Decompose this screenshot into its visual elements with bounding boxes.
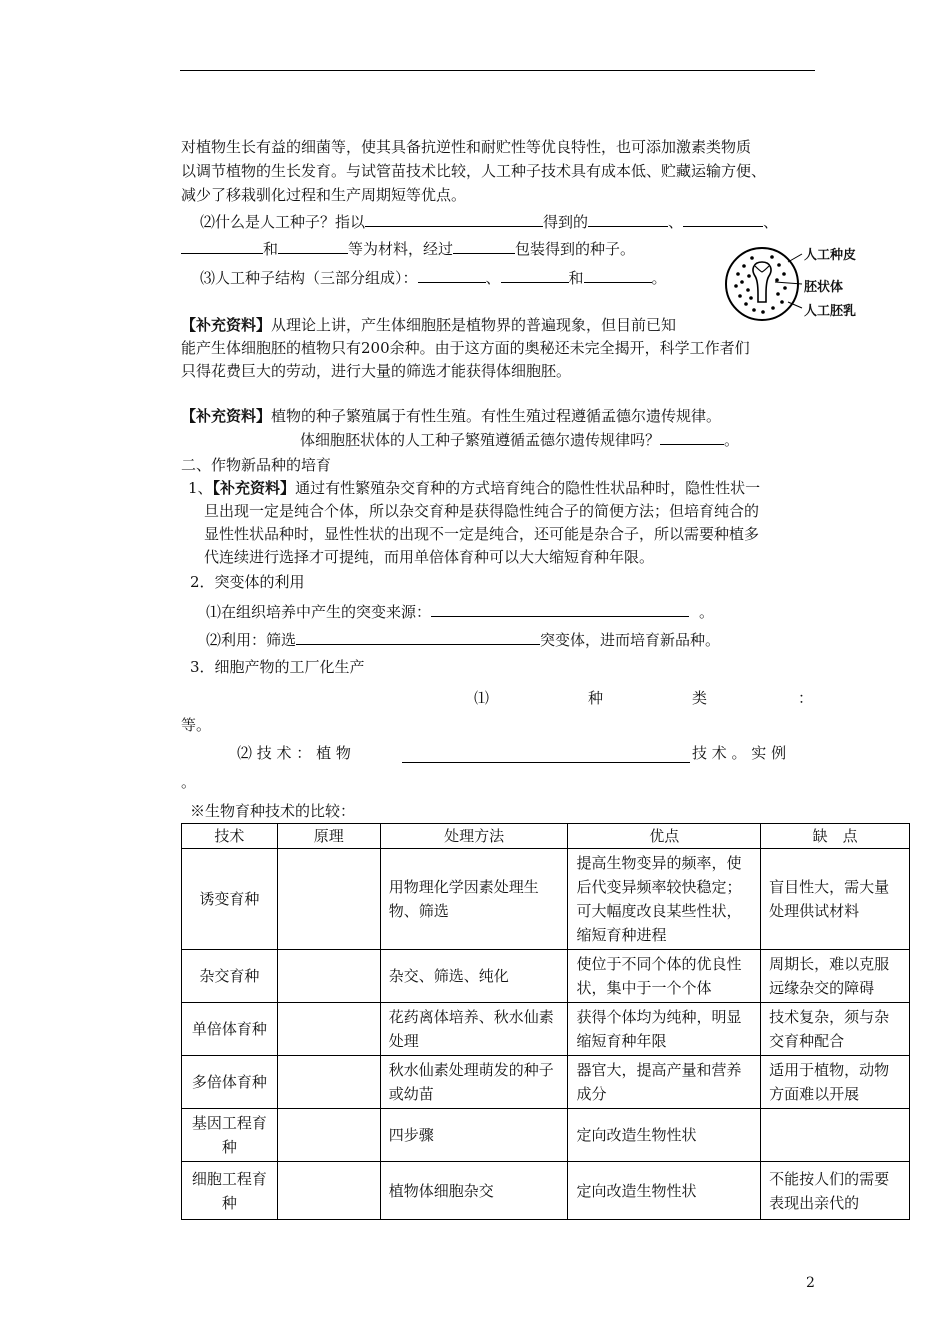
q2-blank-6[interactable] <box>453 237 515 254</box>
question-2-line2 <box>181 237 635 260</box>
item1-text: 通过有性繁殖杂交育种的方式培育纯合的隐性性状品种时，隐性性状一 <box>295 479 761 497</box>
item2-q2-end: 突变体，进而培育新品种。 <box>540 631 721 649</box>
item3-q2-blank[interactable] <box>402 746 690 763</box>
section-2-item1-line1 <box>188 477 760 499</box>
cell-principle <box>277 1162 380 1220</box>
cell-method: 四步骤 <box>380 1109 568 1162</box>
item1-tag: 【补充资料】 <box>212 479 296 497</box>
question-2-line1 <box>200 210 778 233</box>
item3-q1-a: ⑴ <box>474 689 490 707</box>
cell-principle <box>277 1109 380 1162</box>
q2-blank-2[interactable] <box>588 210 668 227</box>
q2-text-b: 得到的 <box>543 213 589 231</box>
header-pros: 优点 <box>568 824 761 849</box>
q3-blank-1[interactable] <box>418 266 486 283</box>
cell-cons: 适用于植物，动物方面难以开展 <box>761 1056 910 1109</box>
item3-q2-b: 技 术 。 实 例 <box>692 744 787 762</box>
item2-q1-text: ⑴在组织培养中产生的突变来源： <box>206 603 432 621</box>
table-title: ※生物育种技术的比较： <box>190 802 356 820</box>
header-technique: 技术 <box>182 824 278 849</box>
item2-q2-text: ⑵利用：筛选 <box>206 631 297 649</box>
cell-technique: 诱变育种 <box>182 849 278 950</box>
table-row <box>182 849 910 950</box>
section-2-item1-line2: 旦出现一定是纯合个体，所以杂交育种是获得隐性纯合子的简便方法；但培育纯合的 <box>204 502 760 520</box>
q2-blank-4[interactable] <box>181 237 263 254</box>
cell-method: 花药离体培养、秋水仙素处理 <box>380 1003 568 1056</box>
supplement-2-line2 <box>300 428 739 451</box>
label-artificial-seed-coat: 人工种皮 <box>804 248 857 263</box>
cell-pros: 定向改造生物性状 <box>568 1162 761 1220</box>
supplement-1-tag: 【补充资料】 <box>181 316 272 334</box>
supplement-2-line1 <box>181 405 721 427</box>
section-2-item2-title: 2．突变体的利用 <box>190 573 305 591</box>
page-number: 2 <box>806 1275 815 1291</box>
section-2-item3-title: 3．细胞产物的工厂化生产 <box>190 658 365 676</box>
q2-blank-3[interactable] <box>683 210 763 227</box>
table-row <box>182 1056 910 1109</box>
supplement-2-question: 体细胞胚状体的人工种子繁殖遵循孟德尔遗传规律吗？ <box>300 431 661 449</box>
q2-text-d: 、 <box>763 213 779 231</box>
cell-cons: 盲目性大，需大量处理供试材料 <box>761 849 910 950</box>
q2-text-f: 等为材料，经过 <box>348 240 454 258</box>
breeding-comparison-table <box>181 823 910 1220</box>
q2-blank-1[interactable] <box>365 210 543 227</box>
cell-principle <box>277 1056 380 1109</box>
q3-text-d: 。 <box>651 269 667 287</box>
supplement-2-text: 植物的种子繁殖属于有性生殖。有性生殖过程遵循孟德尔遗传规律。 <box>271 407 722 425</box>
question-3 <box>200 266 667 289</box>
q3-text-c: 和 <box>568 269 584 287</box>
para1-line2: 以调节植物的生长发育。与试管苗技术比较，人工种子技术具有成本低、贮藏运输方便、 <box>181 162 767 180</box>
q2-blank-5[interactable] <box>278 237 348 254</box>
table-row <box>182 1162 910 1220</box>
item3-q1-b: 种 <box>588 689 604 707</box>
cell-principle <box>277 1003 380 1056</box>
para1-line1: 对植物生长有益的细菌等，使其具备抗逆性和耐贮性等优良特性，也可添加激素类物质 <box>181 138 752 156</box>
item3-q2-continued: 。 <box>181 773 197 791</box>
cell-technique: 多倍体育种 <box>182 1056 278 1109</box>
cell-pros: 定向改造生物性状 <box>568 1109 761 1162</box>
label-artificial-endosperm: 人工胚乳 <box>804 304 857 319</box>
cell-pros: 获得个体均为纯种，明显缩短育种年限 <box>568 1003 761 1056</box>
section-2-item2-q1 <box>206 600 714 623</box>
cell-technique: 单倍体育种 <box>182 1003 278 1056</box>
header-cons: 缺 点 <box>761 824 910 849</box>
q3-blank-2[interactable] <box>501 266 569 283</box>
cell-principle <box>277 849 380 950</box>
cell-pros: 提高生物变异的频率，使后代变异频率较快稳定；可大幅度改良某些性状，缩短育种进程 <box>568 849 761 950</box>
cell-method: 用物理化学因素处理生物、筛选 <box>380 849 568 950</box>
section-2-item1-line3: 显性性状品种时，显性性状的出现不一定是纯合，还可能是杂合子，所以需要种植多 <box>204 525 760 543</box>
cell-technique: 杂交育种 <box>182 950 278 1003</box>
artificial-seed-diagram <box>722 238 872 328</box>
supplement-1-line2: 能产生体细胞胚的植物只有200余种。由于这方面的奥秘还未完全揭开，科学工作者们 <box>181 339 750 357</box>
header-method: 处理方法 <box>380 824 568 849</box>
item3-q2-a: ⑵ 技 术 ： 植 物 <box>237 744 351 762</box>
cell-cons <box>761 1109 910 1162</box>
table-header-row <box>182 824 910 849</box>
cell-technique: 细胞工程育种 <box>182 1162 278 1220</box>
q2-text-a: ⑵什么是人工种子？指以 <box>200 213 366 231</box>
q3-text-a: ⑶人工种子结构（三部分组成）： <box>200 269 418 287</box>
supplement-2-tag: 【补充资料】 <box>181 407 272 425</box>
q3-text-b: 、 <box>485 269 501 287</box>
supplement-1-line1 <box>181 314 676 336</box>
cell-cons: 不能按人们的需要表现出亲代的 <box>761 1162 910 1220</box>
item2-q2-blank[interactable] <box>296 628 540 645</box>
cell-principle <box>277 950 380 1003</box>
supplement-1-text: 从理论上讲，产生体细胞胚是植物界的普遍现象，但目前已知 <box>271 316 677 334</box>
item3-q1-continued: 等。 <box>181 716 212 734</box>
section-2-item2-q2 <box>206 628 720 651</box>
supplement-1-line3: 只得花费巨大的劳动，进行大量的筛选才能获得体细胞胚。 <box>181 362 572 380</box>
label-embryoid: 胚状体 <box>804 280 844 295</box>
item2-q1-blank[interactable] <box>431 600 689 617</box>
item3-q1-d: ： <box>798 689 814 707</box>
item1-number: 1、 <box>188 479 213 497</box>
supplement-2-blank[interactable] <box>660 428 724 445</box>
q2-text-e: 和 <box>263 240 279 258</box>
cell-cons: 周期长，难以克服远缘杂交的障碍 <box>761 950 910 1003</box>
cell-method: 植物体细胞杂交 <box>380 1162 568 1220</box>
header-principle: 原理 <box>277 824 380 849</box>
cell-cons: 技术复杂，须与杂交育种配合 <box>761 1003 910 1056</box>
cell-method: 杂交、筛选、纯化 <box>380 950 568 1003</box>
section-2-item1-line4: 代连续进行选择才可提纯，而用单倍体育种可以大大缩短育种年限。 <box>204 548 655 566</box>
item2-q1-end: 。 <box>699 603 715 621</box>
table-row <box>182 1109 910 1162</box>
cell-pros: 器官大，提高产量和营养成分 <box>568 1056 761 1109</box>
item3-q1-c: 类 <box>692 689 708 707</box>
cell-technique: 基因工程育种 <box>182 1109 278 1162</box>
cell-pros: 使位于不同个体的优良性状，集中于一个个体 <box>568 950 761 1003</box>
supplement-2-end: 。 <box>724 431 740 449</box>
q2-text-g: 包装得到的种子。 <box>515 240 636 258</box>
q3-blank-3[interactable] <box>584 266 652 283</box>
table-row <box>182 950 910 1003</box>
section-2-title: 二、作物新品种的培育 <box>181 456 332 474</box>
cell-method: 秋水仙素处理萌发的种子或幼苗 <box>380 1056 568 1109</box>
header-rule <box>180 70 815 71</box>
table-row <box>182 1003 910 1056</box>
q2-text-c: 、 <box>668 213 684 231</box>
para1-line3: 减少了移栽驯化过程和生产周期短等优点。 <box>181 186 467 204</box>
